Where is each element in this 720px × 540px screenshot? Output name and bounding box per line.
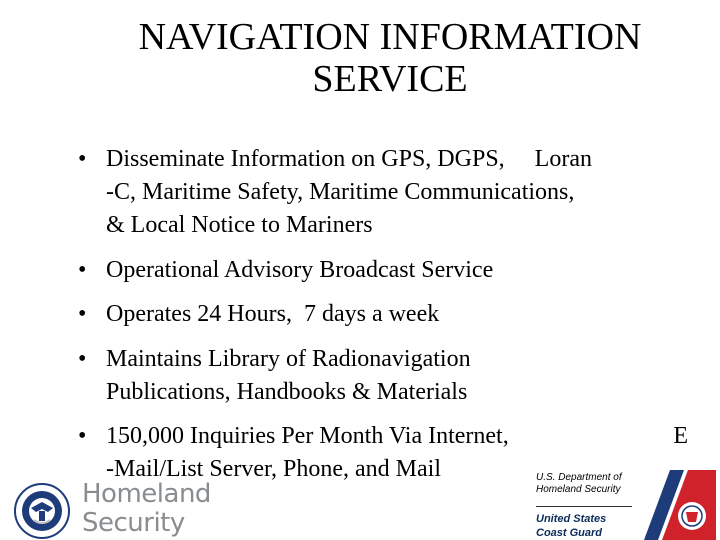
uscg-logo <box>532 470 720 540</box>
wordmark-line-1: Homeland <box>82 479 211 509</box>
bullet-line: -Mail/List Server, Phone, and Mail <box>106 456 441 482</box>
bullet-line: Publications, Handbooks & Materials <box>106 379 468 405</box>
uscg-line-2: Coast Guard <box>536 527 603 539</box>
dhs-logo <box>8 478 211 540</box>
bullet-dot: • <box>78 146 87 172</box>
bullet-dot: • <box>78 301 87 327</box>
bullet-dot: • <box>78 257 87 283</box>
bullet-item <box>78 298 688 331</box>
uscg-line-1: United States <box>536 513 607 525</box>
bullet-item <box>78 143 688 242</box>
bullet-item <box>78 343 688 409</box>
homeland-security-wordmark <box>82 480 211 538</box>
bullet-line: -C, Maritime Safety, Maritime Communications, <box>106 179 575 205</box>
bullet-dot: • <box>78 423 87 449</box>
bullet-line: Disseminate Information on GPS, DGPS, Loran <box>106 146 592 172</box>
bullet-line: 150,000 Inquiries Per Month Via Internet, <box>106 423 509 449</box>
slide-title <box>60 16 720 100</box>
bullet-dot: • <box>78 346 87 372</box>
dhs-department-text <box>536 472 622 496</box>
bullet-line: & Local Notice to Mariners <box>106 212 373 238</box>
uscg-text <box>536 512 606 540</box>
bullet-line: Maintains Library of Radionavigation <box>106 346 471 372</box>
bullet-item <box>78 254 688 287</box>
bullet-list <box>78 143 688 486</box>
bullet-line: Operates 24 Hours, 7 days a week <box>106 301 440 327</box>
coast-guard-stripe-icon <box>640 470 720 540</box>
dept-line-2: Homeland Security <box>536 484 621 495</box>
dept-line-1: U.S. Department of <box>536 472 622 483</box>
title-line-1: NAVIGATION INFORMATION <box>138 16 642 58</box>
logo-divider <box>536 506 632 507</box>
dhs-seal-icon <box>12 482 72 540</box>
bullet-trailing-letter: E <box>673 423 688 449</box>
bullet-line: Operational Advisory Broadcast Service <box>106 257 494 283</box>
wordmark-line-2: Security <box>82 508 185 538</box>
title-line-2: SERVICE <box>312 58 468 100</box>
